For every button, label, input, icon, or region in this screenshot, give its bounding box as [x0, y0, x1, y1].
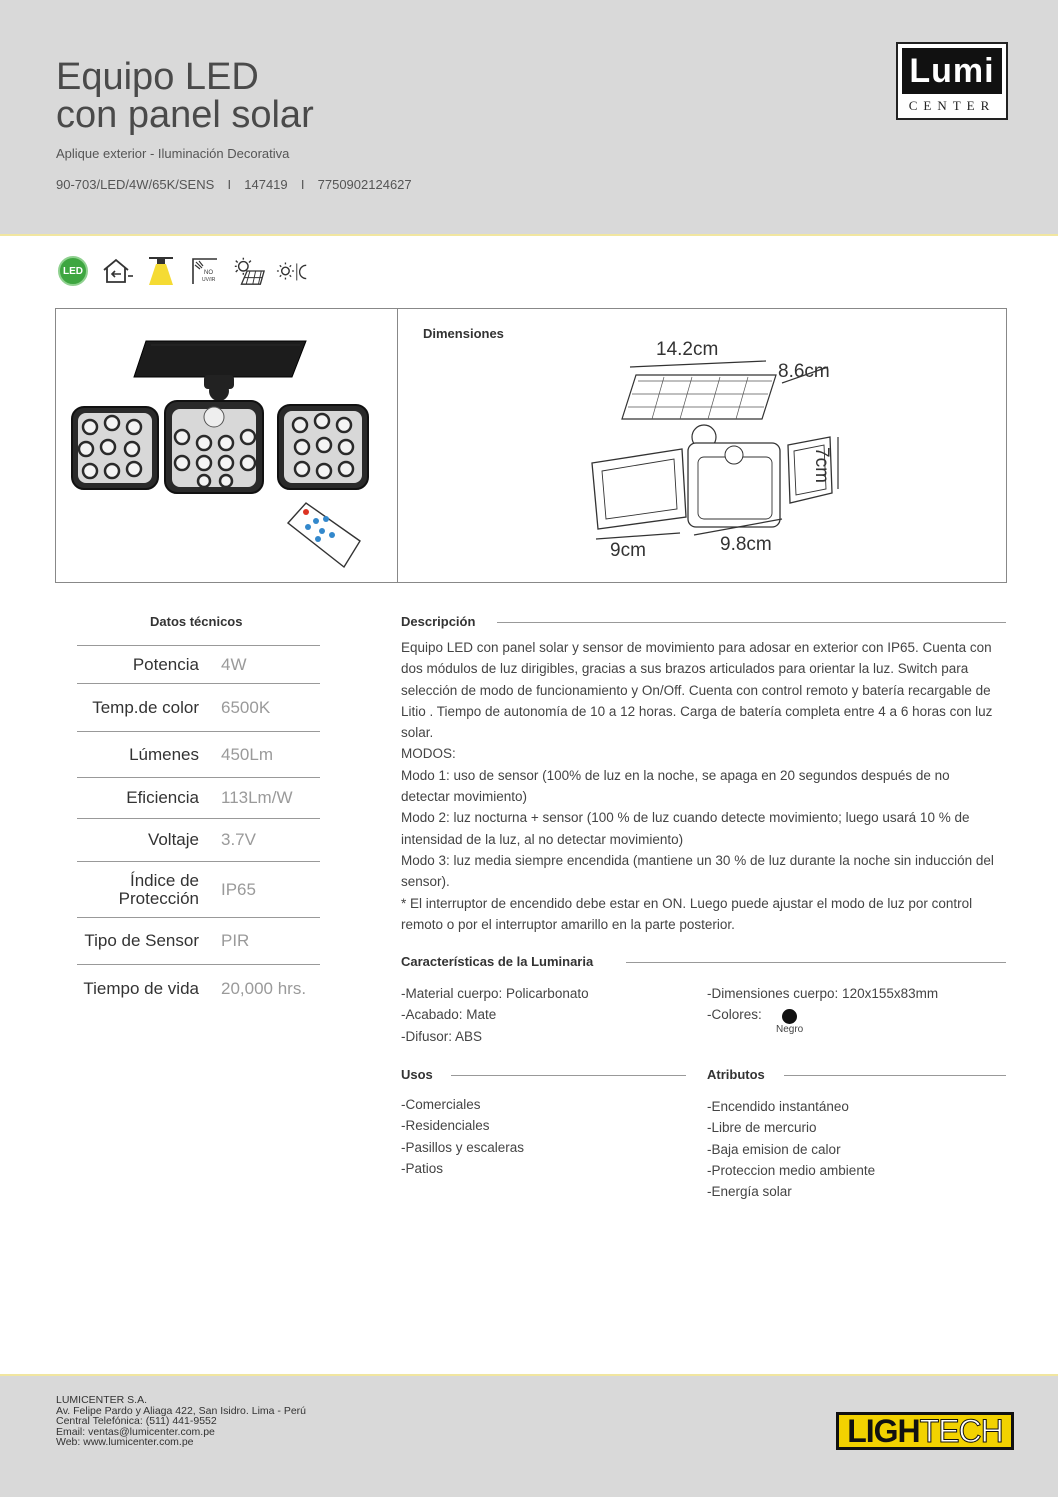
company-phone: Central Telefónica: (511) 441-9552	[56, 1415, 217, 1428]
tech-key: Temp.de color	[92, 697, 199, 717]
tech-row	[77, 861, 320, 917]
tech-value: PIR	[221, 931, 250, 950]
lightech-logo	[836, 1412, 1014, 1450]
feature-icons	[56, 254, 310, 288]
tech-key: Tiempo de vida	[83, 978, 199, 998]
list-item: -Colores:	[707, 1007, 762, 1023]
color-swatch	[782, 1009, 797, 1024]
usos-list	[401, 1094, 524, 1179]
led-icon	[56, 254, 90, 288]
company-name: LUMICENTER S.A.	[56, 1394, 148, 1406]
tech-key: Índice de Protección	[118, 870, 199, 908]
product-image-box	[55, 308, 1007, 583]
tech-key: Voltaje	[147, 830, 199, 849]
atributos-list	[707, 1096, 875, 1202]
tech-value: 3.7V	[221, 830, 256, 849]
tech-row	[77, 818, 320, 861]
color-name: Negro	[776, 1024, 804, 1035]
tech-value: 450Lm	[221, 744, 273, 764]
product-code: 90-703/LED/4W/65K/SENS	[56, 177, 215, 192]
tech-value: 6500K	[221, 697, 271, 717]
list-item: -Material cuerpo: Policarbonato	[401, 986, 589, 1001]
lightech-logo-part-b: TECH	[919, 1412, 1003, 1449]
features-rule	[626, 962, 1006, 963]
product-photo	[56, 309, 396, 582]
subtitle: Aplique exterior - Iluminación Decorativa	[56, 146, 290, 161]
features-right-list	[707, 983, 938, 1026]
tech-row	[77, 964, 320, 1012]
product-sku: 147419	[244, 177, 288, 192]
tech-row	[77, 645, 320, 683]
product-barcode: 7750902124627	[317, 177, 412, 192]
led-icon-label: LED	[58, 256, 88, 286]
day-night-icon	[276, 254, 310, 288]
description-paragraph: MODOS:	[401, 746, 456, 762]
description-paragraph: Modo 3: luz media siempre encendida (mantiene un 30 % de luz durante la noche sin inducción del sensor).	[401, 852, 994, 890]
dim-side-width: 9cm	[610, 540, 646, 561]
logo-sub: CENTER	[908, 98, 996, 113]
logo-main: Lumi	[902, 48, 1002, 94]
features-left-list	[401, 983, 589, 1047]
list-item: -Dimensiones cuerpo: 120x155x83mm	[707, 986, 939, 1001]
tech-value: 20,000 hrs.	[221, 978, 307, 998]
features-title: Características de la Luminaria	[401, 954, 594, 969]
tech-key: Tipo de Sensor	[84, 931, 199, 950]
list-item: -Baja emision de calor	[707, 1141, 841, 1157]
solar-panel-icon	[232, 254, 266, 288]
lumicenter-logo	[896, 42, 1008, 120]
tech-value: 113Lm/W	[221, 788, 293, 807]
description-paragraph: Modo 1: uso de sensor (100% de luz en la noche, se apaga en 20 segundos después de no detectar movimiento)	[401, 767, 950, 805]
list-item: -Energía solar	[707, 1184, 792, 1200]
list-item: -Comerciales	[401, 1097, 481, 1112]
description-paragraph: Modo 2: luz nocturna + sensor (100 % de luz cuando detecte movimiento; luego usará 10 % de intensidad de la luz, al no detectar movimiento)	[401, 810, 970, 847]
outdoor-house-icon	[100, 254, 134, 288]
svg-text:UV/IR: UV/IR	[202, 277, 216, 283]
dim-panel-depth: 8.6cm	[778, 361, 830, 382]
list-item: -Libre de mercurio	[707, 1120, 817, 1136]
description-paragraph: * El interruptor de encendido debe estar en ON. Luego puede ajustar el modo de luz por control remoto o por el interruptor amarillo en la parte posterior.	[401, 895, 973, 932]
separator: I	[300, 177, 305, 192]
atributos-title: Atributos	[707, 1067, 765, 1082]
tech-row	[77, 731, 320, 777]
company-email: Email: ventas@lumicenter.com.pe	[56, 1425, 215, 1438]
list-item: -Residenciales	[401, 1118, 490, 1134]
product-codes	[56, 177, 412, 192]
svg-text:NO: NO	[204, 270, 213, 276]
list-item: -Proteccion medio ambiente	[707, 1162, 876, 1178]
ceiling-lamp-icon	[144, 254, 178, 288]
tech-row	[77, 777, 320, 818]
page-title	[56, 58, 314, 134]
tech-title: Datos técnicos	[150, 614, 243, 629]
list-item: -Difusor: ABS	[401, 1028, 483, 1044]
tech-key: Eficiencia	[126, 788, 199, 807]
tech-key: Potencia	[132, 654, 199, 674]
tech-value: 4W	[221, 654, 247, 674]
tech-row	[77, 683, 320, 731]
separator: I	[227, 177, 232, 192]
dim-panel-width: 14.2cm	[656, 339, 719, 360]
dim-height: 7cm	[811, 447, 832, 483]
description-rule	[497, 622, 1006, 623]
company-web: Web: www.lumicenter.com.pe	[56, 1436, 194, 1449]
description-body	[401, 637, 1001, 935]
list-item: -Acabado: Mate	[401, 1007, 497, 1023]
list-item: -Patios	[401, 1160, 444, 1176]
dim-center-width: 9.8cm	[720, 534, 772, 555]
atributos-rule	[784, 1075, 1006, 1076]
usos-rule	[451, 1075, 686, 1076]
list-item: -Pasillos y escaleras	[401, 1139, 525, 1155]
dimensions-title: Dimensiones	[423, 326, 504, 341]
usos-title: Usos	[401, 1067, 433, 1082]
tech-row	[77, 917, 320, 964]
footer-contact	[56, 1395, 306, 1448]
description-title: Descripción	[401, 614, 476, 629]
description-paragraph: Equipo LED con panel solar y sensor de movimiento para adosar en exterior con IP65. Cuenta con dos módulos de luz dirigibles, gracias a sus brazos articulados para orientar la luz. Switch para selección de modo de funcionamiento y On/Off. Cuenta con control remoto y batería recargable de Litio . Tiempo de autonomía de 10 a 12 horas. Carga de batería completa entre 4 a 6 horas con luz solar.	[401, 640, 993, 741]
list-item: -Encendido instantáneo	[707, 1099, 849, 1114]
company-address: Av. Felipe Pardo y Aliaga 422, San Isidro. Lima - Perú	[56, 1404, 306, 1417]
tech-key: Lúmenes	[129, 744, 199, 764]
box-divider	[397, 309, 398, 582]
tech-value: IP65	[221, 879, 256, 899]
title-line-2: con panel solar	[56, 94, 314, 136]
lightech-logo-part-a: LIGH	[847, 1412, 920, 1449]
title-line-1: Equipo LED	[56, 56, 259, 98]
no-uv-icon	[188, 254, 222, 288]
